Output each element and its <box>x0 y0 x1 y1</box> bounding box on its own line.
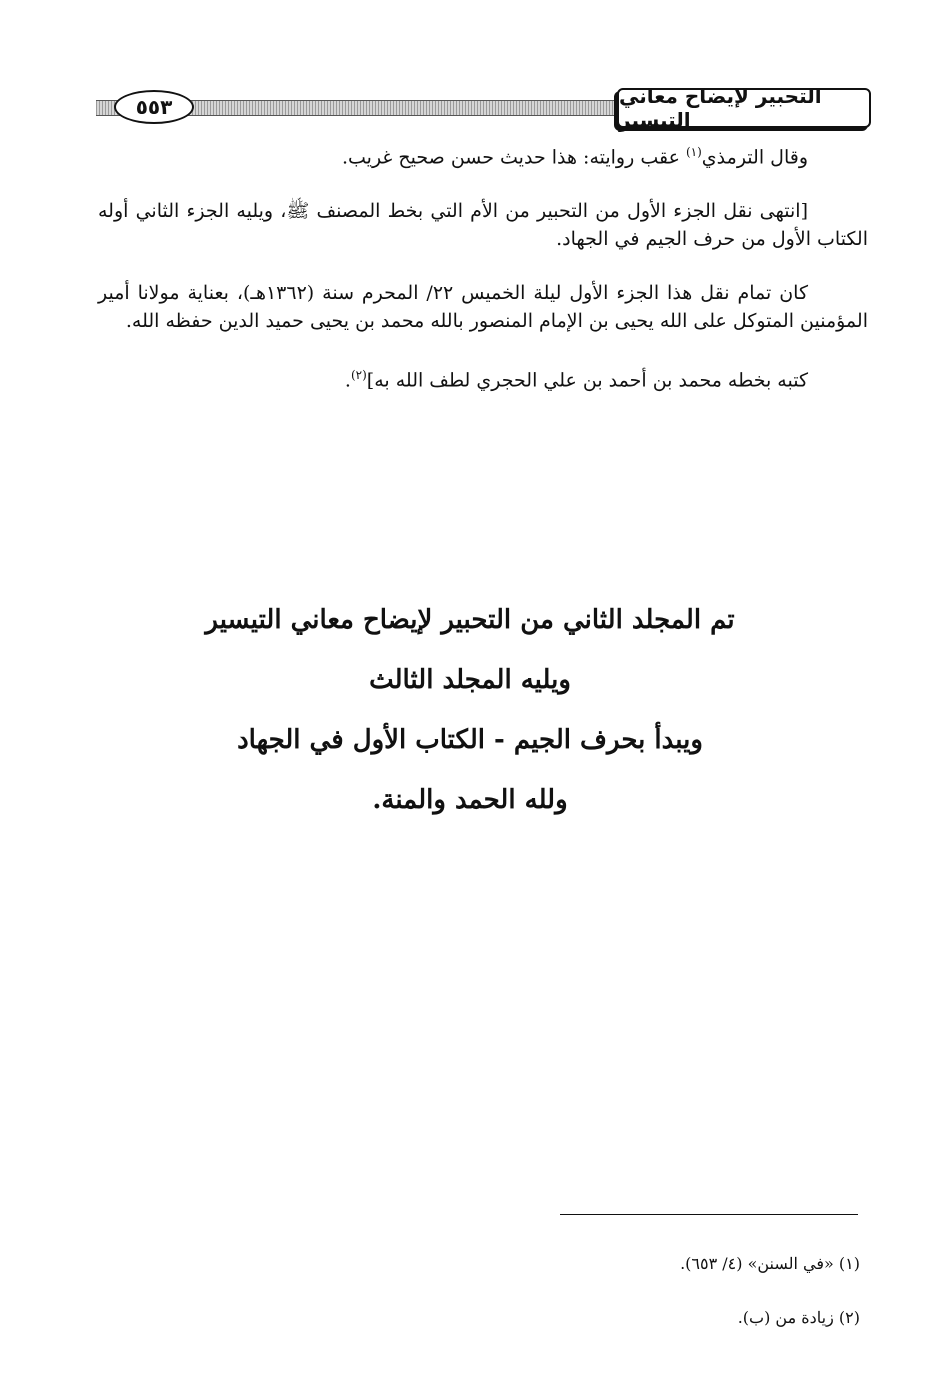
paragraph-1 <box>98 138 868 171</box>
footnote-ref-2: (٢) <box>350 368 367 383</box>
page-number: ٥٥٣ <box>114 90 194 124</box>
paragraph-3: كان تمام نقل هذا الجزء الأول ليلة الخميس ٢٢/ المحرم سنة (١٣٦٢هـ)، بعناية مولانا أمير المؤمنين المتوكل على الله يحيى بن الإمام المنصور بالله محمد بن يحيى حميد الدين حفظه الله. <box>98 282 868 333</box>
page-header <box>96 84 871 132</box>
closing-line-2: ويليه المجلد الثالث <box>369 665 571 695</box>
closing-line-3: ويبدأ بحرف الجيم - الكتاب الأول في الجهاد <box>237 725 703 755</box>
closing-line-1: تم المجلد الثاني من التحبير لإيضاح معاني التيسير <box>205 605 735 635</box>
footnote-ref-1: (١) <box>685 145 702 159</box>
footnote-1: (١) «في السنن» (٤/ ٦٥٣). <box>680 1254 860 1273</box>
paragraph-4-end: . <box>344 369 351 392</box>
footnote-separator <box>560 1214 858 1215</box>
paragraph-1-rest: عقب روايته: هذا حديث حسن صحيح غريب. <box>341 146 686 169</box>
paragraph-4-text: كتبه بخطه محمد بن أحمد بن علي الحجري لطف الله به] <box>366 369 808 392</box>
paragraph-2: [انتهى نقل الجزء الأول من التحبير من الأم التي بخط المصنف ﷺ، ويليه الجزء الثاني أوله الكتاب الأول من حرف الجيم في الجهاد. <box>98 200 868 251</box>
main-text <box>98 138 868 421</box>
closing-statement <box>150 590 790 830</box>
paragraph-4 <box>98 361 868 394</box>
footnotes <box>460 1250 860 1358</box>
closing-line-4: ولله الحمد والمنة. <box>372 785 568 815</box>
footnote-2: (٢) زيادة من (ب). <box>737 1308 860 1327</box>
paragraph-1-text: وقال الترمذي <box>701 146 808 169</box>
running-title: التحبير لإيضاح معاني التيسير <box>617 88 871 128</box>
